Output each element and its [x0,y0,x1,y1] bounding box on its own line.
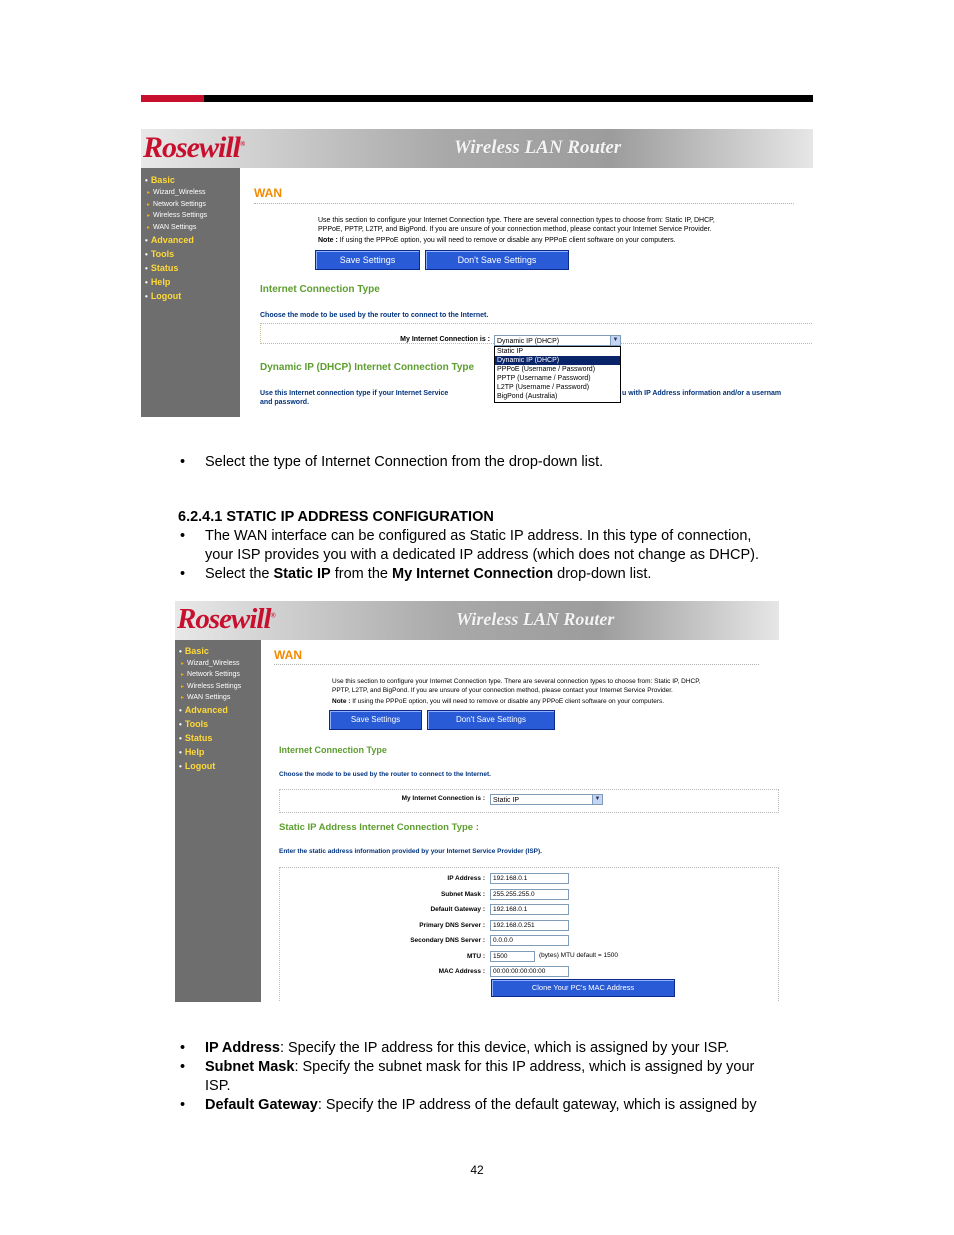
bullet-icon: • [180,454,186,470]
sidebar-item-label: Status [150,263,179,273]
bullet-dot-icon: • [145,176,148,185]
sidebar-item-logout[interactable] [175,759,261,773]
field-input-secondary-dns-server[interactable]: 0.0.0.0 [490,935,569,946]
sidebar-item-basic[interactable] [141,173,240,187]
page-title: WAN [274,648,302,662]
sidebar-nav [141,173,240,303]
mtu-note: (bytes) MTU default = 1500 [539,952,618,959]
dropdown-option[interactable]: Dynamic IP (DHCP) [495,356,620,365]
sidebar-item-advanced[interactable] [141,233,240,247]
field-label: Subnet Mask : [440,890,485,898]
section-description: Choose the mode to be used by the router to connect to the Internet. [260,312,489,319]
sidebar-item-network-settings[interactable] [175,669,261,680]
sidebar-item-status[interactable] [141,261,240,275]
sidebar [141,168,240,417]
header-rule-accent [141,95,204,102]
rosewill-logo: Rosewill® [177,603,275,635]
bullet-static-ip-intro-line-2: your ISP provides you with a dedicated IP address (which does not change as DHCP). [205,547,759,563]
sidebar-item-label: Logout [184,761,216,772]
section-description: Choose the mode to be used by the router to connect to the Internet. [279,771,491,778]
field-label: MTU : [466,952,485,960]
banner [175,601,779,640]
description-line-2: PPPoE, PPTP, L2TP, and BigPond. If you are unsure of your connection method, please contact your Internet Service Provider. [318,226,712,233]
sidebar-item-label: Logout [150,291,182,301]
sidebar-item-label: Advanced [184,705,228,716]
bullet-icon: • [180,528,186,544]
sidebar-item-basic[interactable] [175,644,261,658]
sub-section-title: Static IP Address Internet Connection Type : [279,822,479,833]
rosewill-logo: Rosewill® [143,131,245,164]
sidebar-item-label: Basic [184,646,209,656]
sidebar-item-tools[interactable] [175,717,261,731]
arrow-right-icon: ▸ [181,694,185,701]
sub-section-title: Dynamic IP (DHCP) Internet Connection Type [260,362,475,373]
note: Note : If using the PPPoE option, you will need to remove or disable any PPPoE client software on your computers. [318,237,676,244]
sub-description-right: u with IP Address information and/or a usernam [622,390,782,397]
save-settings-button[interactable]: Save Settings [329,710,422,730]
sidebar-item-label: WAN Settings [187,693,231,701]
header-rule [141,95,813,102]
bullet-dot-icon: • [145,250,148,259]
bullet-icon: • [180,1097,186,1113]
page-title: WAN [254,186,282,200]
bullet-icon: • [180,566,186,582]
chevron-down-icon[interactable]: ▼ [592,795,602,804]
banner-title: Wireless LAN Router [456,609,615,629]
sidebar-item-wireless-settings[interactable] [141,210,240,222]
arrow-right-icon: ▸ [181,661,185,667]
sidebar-item-label: Wireless Settings [187,682,242,690]
main-content [240,168,813,417]
field-input-ip-address[interactable]: 192.168.0.1 [490,873,569,884]
field-label: Secondary DNS Server : [410,937,485,944]
field-input-subnet-mask[interactable]: 255.255.255.0 [490,889,569,900]
dropdown-option[interactable]: PPTP (Username / Password) [497,375,591,382]
sidebar-item-wireless-settings[interactable] [175,681,261,692]
bullet-dot-icon: • [145,236,148,245]
screenshot-wan-static-ip [175,601,779,1002]
bullet-dot-icon: • [145,264,148,273]
clone-mac-address-button[interactable]: Clone Your PC's MAC Address [491,979,675,997]
bullet-dot-icon: • [179,706,182,716]
field-label: Primary DNS Server : [419,921,485,929]
sidebar-nav [175,644,261,773]
sidebar-item-label: Help [150,277,171,287]
bullet-dot-icon: • [179,647,182,656]
connection-type-label: My Internet Connection is : [400,336,490,343]
sidebar-item-help[interactable] [141,275,240,289]
section-title: Internet Connection Type [279,745,387,755]
arrow-right-icon: ▸ [181,672,185,679]
banner [141,129,813,168]
sidebar [175,640,261,1002]
connection-type-select[interactable]: Static IP ▼ [490,794,603,805]
dont-save-settings-button[interactable]: Don't Save Settings [427,710,555,730]
sidebar-item-label: Network Settings [187,671,240,679]
description-line-1: Use this section to configure your Internet Connection type. There are several connection types to choose from: Static IP, DHCP, [318,217,715,224]
sidebar-item-label: Wizard_Wireless [187,660,240,667]
sidebar-item-label: Wireless Settings [153,212,208,219]
sidebar-item-wizard-wireless[interactable] [141,187,240,199]
sidebar-item-logout[interactable] [141,289,240,303]
dropdown-option[interactable]: Static IP [497,348,524,355]
bullet-icon: • [180,1040,186,1056]
section-heading: 6.2.4.1 STATIC IP ADDRESS CONFIGURATION [178,509,494,525]
title-divider [254,203,794,204]
sidebar-item-label: Status [184,733,213,744]
bullet-dot-icon: • [179,720,182,730]
connection-type-select[interactable]: Dynamic IP (DHCP) ▼ [494,335,621,346]
dropdown-option[interactable]: BigPond (Australia) [497,393,558,400]
sidebar-item-wan-settings[interactable] [175,692,261,703]
field-label: IP Address : [447,875,485,882]
sub-description-left: Use this Internet connection type if your Internet Service [260,390,449,397]
field-input-primary-dns-server[interactable]: 192.168.0.251 [490,920,569,931]
sidebar-item-wizard-wireless[interactable] [175,658,261,669]
chevron-down-icon[interactable]: ▼ [610,336,620,345]
sidebar-item-wan-settings[interactable] [141,222,240,234]
bullet-dot-icon: • [145,292,148,301]
note: Note : If using the PPPoE option, you will need to remove or disable any PPPoE client software on your computers. [332,698,665,705]
screenshot-wan-dhcp [141,129,813,417]
sidebar-item-status[interactable] [175,731,261,745]
sidebar-item-label: WAN Settings [153,223,197,231]
sidebar-item-tools[interactable] [141,247,240,261]
sidebar-item-label: Wizard_Wireless [153,189,206,196]
sidebar-item-label: Tools [150,249,175,259]
save-settings-button[interactable]: Save Settings [315,250,420,270]
bullet-subnet-mask-line-2: ISP. [205,1078,231,1094]
sidebar-item-label: Help [184,747,205,758]
arrow-right-icon: ▸ [147,190,151,196]
description-line-1: Use this section to configure your Internet Connection type. There are several connection types to choose from: Static IP, DHCP, [332,678,701,685]
sidebar-item-label: Tools [184,719,209,730]
bullet-dot-icon: • [179,734,182,744]
bullet-dot-icon: • [145,278,148,287]
sidebar-item-label: Network Settings [153,200,206,208]
connection-type-dropdown-list[interactable] [494,346,621,403]
bullet-dot-icon: • [179,762,182,772]
banner-title: Wireless LAN Router [454,137,622,158]
arrow-right-icon: ▸ [181,683,185,690]
bullet-dot-icon: • [179,748,182,758]
arrow-right-icon: ▸ [147,213,151,219]
field-input-mtu[interactable]: 1500 [490,951,535,962]
connection-type-label: My Internet Connection is : [401,795,485,802]
title-divider [274,664,759,665]
page-number: 42 [470,1163,484,1177]
sidebar-item-help[interactable] [175,745,261,759]
arrow-right-icon: ▸ [147,224,151,231]
field-input-default-gateway[interactable]: 192.168.0.1 [490,904,569,915]
dont-save-settings-button[interactable]: Don't Save Settings [425,250,569,270]
description-line-2: PPTP, L2TP, and BigPond. If you are unsure of your connection method, please contact your Internet Service Provider. [332,687,673,694]
dropdown-option[interactable]: L2TP (Username / Password) [497,384,590,391]
field-label: MAC Address : [438,968,485,975]
sidebar-item-advanced[interactable] [175,703,261,717]
sub-description-line-2: and password. [260,399,310,406]
main-content [261,640,779,1002]
sidebar-item-label: Advanced [150,235,194,245]
dropdown-option[interactable]: PPPoE (Username / Password) [497,366,596,373]
sidebar-item-network-settings[interactable] [141,199,240,211]
sidebar-item-label: Basic [150,175,175,185]
field-label: Default Gateway : [430,906,485,913]
section-title: Internet Connection Type [260,284,380,295]
field-input-mac-address[interactable]: 00:00:00:00:00:00 [490,966,569,977]
bullet-icon: • [180,1059,186,1075]
sub-description: Enter the static address information provided by your Internet Service Provider (ISP). [279,848,542,855]
arrow-right-icon: ▸ [147,201,151,208]
